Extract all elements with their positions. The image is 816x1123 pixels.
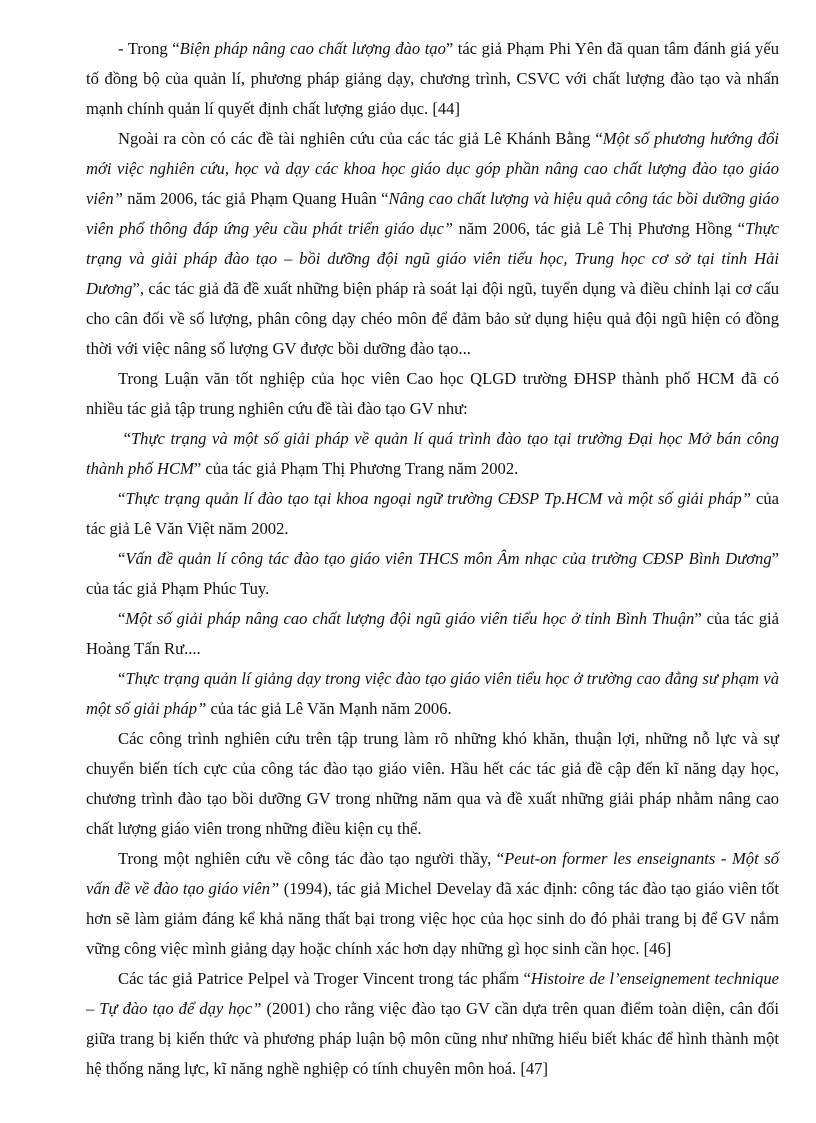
paragraph-4: [86, 424, 779, 484]
paragraph-11: [86, 964, 779, 1084]
italic-title: Nâng cao chất lượng và hiệu quả công tác bồi dưỡng giáo viên phổ thông đáp ứng yêu cầu phát triển giáo dục”: [86, 189, 779, 238]
italic-title: Thực trạng và giải pháp đào tạo – bồi dưỡng đội ngũ giáo viên tiểu học, Trung học cơ sở tại tỉnh Hải Dương: [86, 219, 779, 298]
text-segment: của tác giả Lê Văn Việt năm 2002.: [86, 489, 779, 538]
italic-title: Biện pháp nâng cao chất lượng đào tạo: [179, 39, 446, 58]
italic-title: Histoire de l’enseignement technique – Tự đào tạo để dạy học”: [86, 969, 779, 1018]
text-segment: “: [118, 609, 126, 628]
text-segment: ” tác giả Phạm Phi Yên đã quan tâm đánh giá yếu tố đồng bộ của quản lí, phương pháp giảng dạy, chương trình, CSVC với chất lượng đào tạo và nhấn mạnh chính quản lí quyết định chất lượng giáo dục. [44]: [86, 39, 780, 118]
italic-title: Thực trạng quản lí giảng dạy trong việc đào tạo giáo viên tiểu học ở trường cao đẳng sư phạm và một số giải pháp”: [86, 669, 779, 718]
document-page: [86, 34, 779, 1084]
text-segment: ” của tác giả Phạm Phúc Tuy.: [86, 549, 779, 598]
text-segment: của tác giả Lê Văn Mạnh năm 2006.: [206, 699, 452, 718]
paragraph-2: [86, 124, 779, 364]
text-segment: Trong một nghiên cứu về công tác đào tạo người thầy, “: [118, 849, 505, 868]
italic-title: Peut-on former les enseignants - Một số vấn đề về đào tạo giáo viên”: [86, 849, 779, 898]
text-segment: “: [118, 549, 126, 568]
italic-title: Thực trạng quản lí đào tạo tại khoa ngoại ngữ trường CĐSP Tp.HCM và một số giải pháp”: [125, 489, 751, 508]
text-segment: năm 2006, tác giả Phạm Quang Huân “: [122, 189, 389, 208]
paragraph-9: [86, 724, 779, 844]
paragraph-7: [86, 604, 779, 664]
italic-title: Một số giải pháp nâng cao chất lượng đội ngũ giáo viên tiểu học ở tỉnh Bình Thuận: [125, 609, 695, 628]
paragraph-3: [86, 364, 779, 424]
paragraph-1: [86, 34, 779, 124]
italic-title: Vấn đề quản lí công tác đào tạo giáo viên THCS môn Âm nhạc của trường CĐSP Bình Dương: [125, 549, 772, 568]
paragraph-10: [86, 844, 779, 964]
text-segment: ” của tác giả Hoàng Tấn Rư....: [86, 609, 780, 658]
text-segment: năm 2006, tác giả Lê Thị Phương Hồng “: [453, 219, 746, 238]
paragraph-5: [86, 484, 779, 544]
paragraph-6: [86, 544, 779, 604]
text-segment: (2001) cho rằng việc đào tạo GV cần dựa trên quan điểm toàn diện, cân đối giữa trang bị kiến thức và phương pháp luận bộ môn cũng như những hiểu biết khác để hình thành một hệ thống năng lực, kĩ năng nghề nghiệp có tính chuyên môn hoá. [47]: [86, 999, 780, 1078]
text-segment: Các công trình nghiên cứu trên tập trung làm rõ những khó khăn, thuận lợi, những nỗ lực và sự chuyển biến tích cực của công tác đào tạo giáo viên. Hầu hết các tác giả đề cập đến kĩ năng dạy học, chương trình đào tạo bồi dưỡng GV trong những năm qua và đề xuất những giải pháp nhằm nâng cao chất lượng giáo viên trong những điều kiện cụ thể.: [86, 729, 779, 838]
paragraph-8: [86, 664, 779, 724]
text-segment: “: [118, 429, 131, 448]
text-segment: - Trong “: [118, 39, 180, 58]
text-segment: Các tác giả Patrice Pelpel và Troger Vincent trong tác phẩm “: [118, 969, 531, 988]
text-segment: (1994), tác giả Michel Develay đã xác định: công tác đào tạo giáo viên tốt hơn sẽ làm giảm đáng kể khả năng thất bại trong việc học của học sinh do đó phải trang bị để GV nắm vững công việc mình giảng dạy hoặc chính xác hơn dạy những gì học sinh cần học. [46]: [86, 879, 779, 958]
text-segment: “: [118, 489, 126, 508]
text-segment: “: [118, 669, 126, 688]
italic-title: Thực trạng và một số giải pháp về quản lí quá trình đào tạo tại trường Đại học Mở bán công thành phố HCM: [86, 429, 779, 478]
text-segment: Trong Luận văn tốt nghiệp của học viên Cao học QLGD trường ĐHSP thành phố HCM đã có nhiều tác giả tập trung nghiên cứu đề tài đào tạo GV như:: [86, 369, 779, 418]
text-segment: ” của tác giả Phạm Thị Phương Trang năm 2002.: [193, 459, 519, 478]
text-segment: Ngoài ra còn có các đề tài nghiên cứu của các tác giả Lê Khánh Bằng “: [118, 129, 603, 148]
italic-title: Một số phương hướng đổi mới việc nghiên cứu, học và dạy các khoa học giáo dục góp phần nâng cao chất lượng đào tạo giáo viên”: [86, 129, 779, 208]
text-segment: ”, các tác giả đã đề xuất những biện pháp rà soát lại đội ngũ, tuyển dụng và điều chỉnh lại cơ cấu cho cân đối về số lượng, phân công dạy chéo môn để đảm bảo sử dụng hiệu quả đội ngũ hiện có đồng thời với việc nâng số lượng GV được bồi dưỡng đào tạo...: [86, 279, 779, 358]
